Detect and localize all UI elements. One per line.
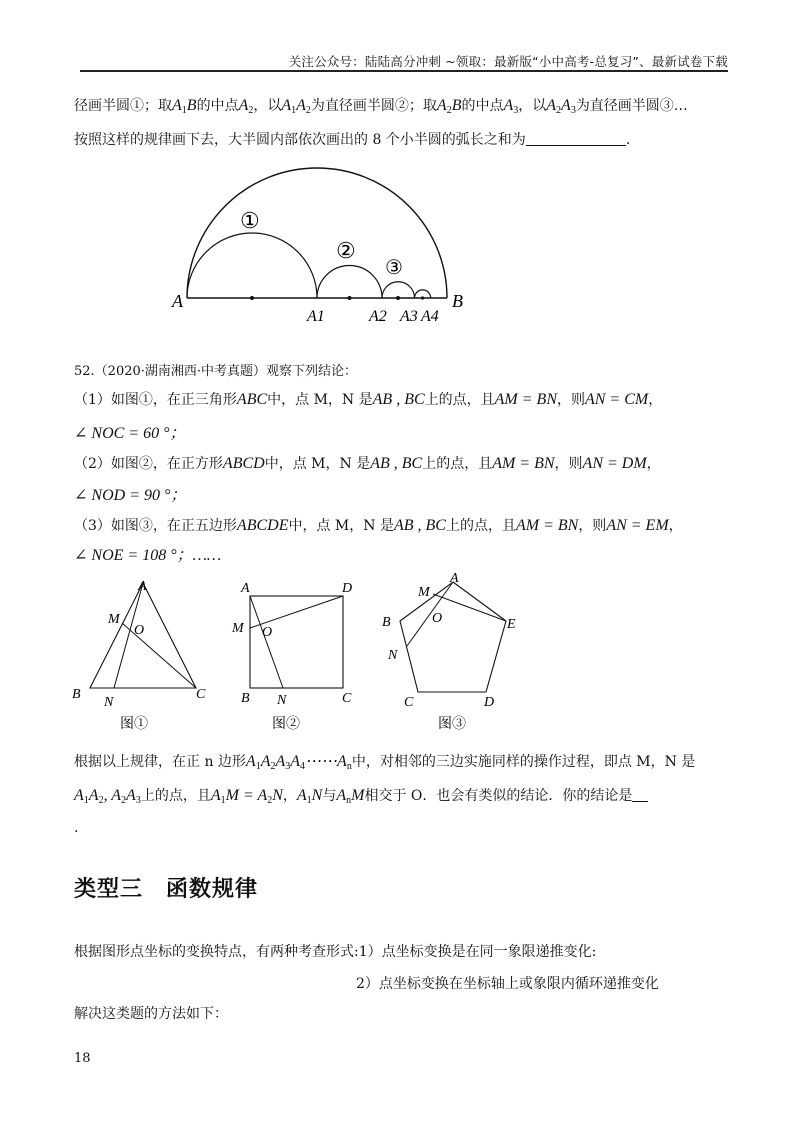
answer-blank[interactable] (632, 787, 648, 802)
text: 的中点 (461, 98, 504, 114)
semicircle-1 (187, 233, 317, 298)
svg-text:A: A (241, 581, 250, 596)
math-A1A2: $A_1A_2$ (281, 97, 311, 116)
math: AN = DM (582, 455, 647, 472)
label-A1: A1 (307, 308, 325, 325)
text: ，则 (554, 456, 583, 472)
math: AB , BC (370, 455, 423, 472)
text: 中，对相邻的三边实施同样的操作过程，即点 M，N 是 (351, 754, 696, 770)
svg-text:C: C (196, 687, 206, 702)
text: ，以 (518, 98, 547, 114)
p52-angle3: ∠ NOE = 108 °；…… (74, 547, 222, 564)
figure-3-pentagon (382, 571, 516, 710)
center-dot-1 (250, 296, 254, 300)
math-polygon: $A_1A_2A_3A_4\cdots\cdots A_n$ (245, 753, 352, 772)
text: （1）如图①，在正三角形 (74, 392, 237, 408)
section3-p1: 根据图形点坐标的变换特点，有两种考查形式:1）点坐标变换是在同一象限递推变化: (74, 944, 597, 960)
math: ABC (236, 391, 268, 408)
svg-text:O: O (432, 611, 443, 626)
svg-text:B: B (241, 691, 250, 706)
math-A2B: $A_2B$ (436, 97, 462, 116)
text: 中，点 M，N 是 (288, 518, 394, 534)
center-dot-3 (396, 296, 400, 300)
semicircle-figure (80, 160, 463, 330)
svg-text:B: B (382, 615, 391, 630)
svg-text:A: A (138, 579, 147, 594)
section3-p3: 解决这类题的方法如下： (74, 1006, 228, 1022)
geometry-figures (60, 571, 620, 736)
square-ABCD (250, 596, 343, 688)
figure-1-triangle (72, 579, 206, 710)
math: AM = BN (515, 517, 579, 534)
math-equal: $A_1M = A_2N$ (210, 787, 283, 806)
semicircle-2 (317, 266, 382, 299)
svg-text:N: N (388, 648, 398, 663)
svg-text:C: C (342, 691, 352, 706)
large-semicircle (187, 168, 447, 298)
math: AB , BC (372, 391, 425, 408)
text: . (625, 132, 631, 148)
text: 径画半圆①；取 (74, 98, 172, 114)
section3-p2: 2）点坐标变换在坐标轴上或象限内循环递推变化 (356, 976, 659, 992)
p51-line1 (74, 96, 688, 121)
math: AB , BC (393, 517, 446, 534)
svg-text:B: B (72, 687, 81, 702)
label-circle-1: ① (240, 208, 260, 233)
text: 相交于 O．也会有类似的结论．你的结论是 (364, 788, 633, 804)
text: 按照这样的规律画下去，大半圆内部依次画出的 8 个小半圆的弧长之和为 (74, 132, 526, 148)
label-circle-2: ② (336, 238, 356, 263)
svg-text:C: C (404, 695, 414, 710)
segment-AN (250, 596, 283, 688)
center-dot-4 (421, 296, 424, 299)
math-A2A3: $A_2A_3$ (546, 97, 576, 116)
math-AnM: $A_nM$ (336, 787, 365, 806)
math: AN = CM (584, 391, 649, 408)
text: 为直径画半圆②；取 (310, 98, 437, 114)
math: ABCD (222, 455, 265, 472)
caption-fig3: 图③ (438, 717, 466, 732)
text: 上的点，且 (422, 456, 493, 472)
p51-line2 (74, 130, 630, 150)
p52-title: 52.（2020·湖南湘西·中考真题）观察下列结论： (74, 364, 358, 379)
svg-text:N: N (277, 693, 287, 708)
math: AM = BN (494, 391, 557, 408)
svg-text:M: M (108, 612, 120, 627)
text: ， (648, 392, 663, 408)
p52-conclusion-line2 (74, 786, 648, 811)
svg-text:E: E (507, 617, 516, 632)
label-A2: A2 (369, 308, 387, 325)
label-circle-3: ③ (385, 257, 403, 279)
label-B: B (452, 291, 463, 311)
segment-EM (433, 594, 506, 621)
math-A2: $A_2$ (238, 97, 254, 116)
center-dot-2 (348, 296, 352, 300)
math: AM = BN (492, 455, 555, 472)
text: 的中点 (196, 98, 239, 114)
text: ， (668, 518, 683, 534)
p52-conclusion-line3: . (74, 820, 79, 836)
caption-fig1: 图① (120, 717, 148, 732)
svg-text:M: M (418, 585, 430, 600)
text: ，则 (556, 392, 585, 408)
figure-2-square (231, 581, 352, 708)
segment-DM (250, 596, 343, 628)
text: ，则 (578, 518, 607, 534)
text: ， (646, 456, 661, 472)
text: 上的点，且 (140, 788, 211, 804)
p52-angle1: ∠ NOC = 60 °； (74, 425, 186, 442)
header-text: 关注公众号：陆陆高分冲刺 ~领取：最新版“小中高考-总复习”、最新试卷下载 (288, 54, 728, 69)
text: ，以 (253, 98, 282, 114)
math: AN = EM (606, 517, 669, 534)
text: ， (282, 788, 297, 804)
label-A: A (172, 291, 183, 311)
pentagon-ABCDE (400, 582, 506, 692)
text: 上的点，且 (445, 518, 516, 534)
p52-case1 (74, 390, 662, 410)
section-title: 类型三 函数规律 (74, 877, 259, 902)
math-A1B: $A_1B$ (172, 97, 197, 116)
answer-blank[interactable] (526, 131, 626, 146)
svg-text:O: O (134, 623, 145, 638)
text: 中，点 M，N 是 (264, 456, 371, 472)
svg-text:D: D (342, 581, 353, 596)
svg-text:A: A (450, 571, 459, 586)
math-sides: $A_1A_2$, $A_2A_3$ (74, 787, 141, 806)
page-number: 18 (74, 1051, 91, 1066)
p52-case2 (74, 454, 661, 474)
text: （3）如图③，在正五边形 (74, 518, 237, 534)
page-header (80, 40, 728, 72)
segment-AN (407, 582, 453, 646)
svg-text:O: O (262, 625, 273, 640)
semicircle-3 (382, 282, 415, 298)
text: 为直径画半圆③… (575, 98, 688, 114)
math: ABCDE (236, 517, 289, 534)
caption-fig2: 图② (272, 717, 300, 732)
text: 与 (322, 788, 337, 804)
p52-conclusion-line1 (74, 752, 695, 777)
p52-case3 (74, 516, 683, 536)
label-A3: A3 (400, 308, 418, 325)
math-A1N: $A_1N$ (296, 787, 323, 806)
label-A4: A4 (421, 308, 439, 325)
text: 上的点，且 (424, 392, 495, 408)
svg-text:D: D (484, 695, 495, 710)
text: 根据以上规律，在正 n 边形 (74, 754, 246, 770)
text: 中，点 M，N 是 (267, 392, 373, 408)
text: （2）如图②，在正方形 (74, 456, 223, 472)
svg-text:M: M (232, 621, 244, 636)
p52-angle2: ∠ NOD = 90 °； (74, 487, 187, 504)
svg-text:N: N (104, 695, 114, 710)
math-A3: $A_3$ (503, 97, 519, 116)
